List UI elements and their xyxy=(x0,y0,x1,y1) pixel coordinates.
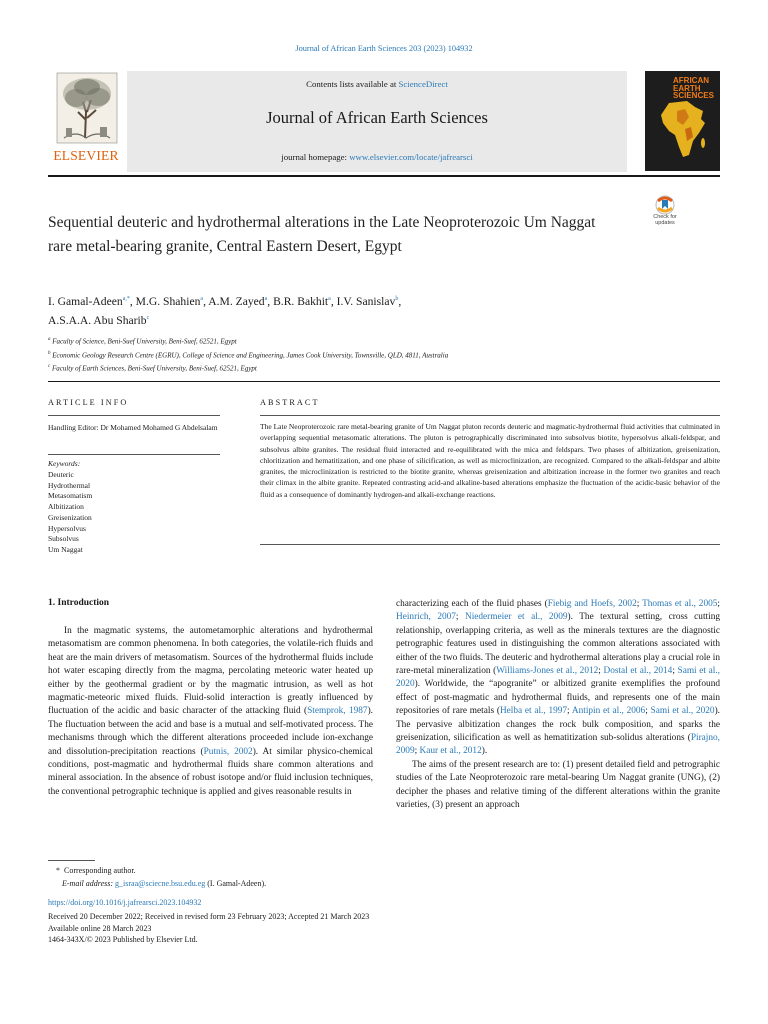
author-separator: , xyxy=(330,294,337,308)
contents-prefix: Contents lists available at xyxy=(306,79,399,89)
keywords-rule xyxy=(48,454,220,455)
body-text: ; xyxy=(645,706,651,717)
citation-link[interactable]: Kaur et al., 2012 xyxy=(419,746,482,757)
elsevier-wordmark: ELSEVIER xyxy=(53,148,119,163)
body-text: ; xyxy=(414,746,420,757)
body-text: characterizing each of the fluid phases ( xyxy=(396,599,548,609)
keywords-list xyxy=(48,470,92,556)
section-divider xyxy=(48,381,720,382)
body-text: ; xyxy=(717,599,720,609)
citation-link[interactable]: Antipin et al., 2006 xyxy=(571,706,646,717)
footnote-rule xyxy=(48,860,95,861)
affiliation-key: c xyxy=(48,364,51,370)
keyword: Metasomatism xyxy=(48,491,93,501)
keyword: Um Naggat xyxy=(48,544,83,554)
keyword: Subsolvus xyxy=(48,534,79,544)
keywords-label: Keywords: xyxy=(48,459,81,468)
affiliation-list xyxy=(48,334,738,375)
author-name[interactable]: I. Gamal-Adeen xyxy=(48,294,123,308)
affiliation xyxy=(48,348,738,362)
body-text: ). At similar physico-chemical conditions, post-magmatic and hydrothermal fluids share common alterations and mineral association. In the absence of robust isotope and/or fluid inclusion techniques, the conventional petrographic technique is applied and gives reasonable results in xyxy=(48,746,373,797)
author-affiliation-mark[interactable]: a xyxy=(264,296,268,302)
citation-link[interactable]: Williams-Jones et al., 2012 xyxy=(496,666,599,677)
author-affiliation-mark[interactable]: a xyxy=(328,296,331,302)
journal-citation-header[interactable]: Journal of African Earth Sciences 203 (2023) 104932 xyxy=(295,44,473,53)
publication-dates xyxy=(48,911,369,946)
body-text: ; xyxy=(636,599,643,609)
body-text: ). The textural setting, cross cutting relationship, overlapping criteria, as well as the minerals textures are the diagnostic petrographic features used in distinguishing the common alterations associated with either of the two fluids. The deuteric and hydrothermal alterations play a crucial role in rare-metal mineralization ( xyxy=(396,612,720,677)
citation-link[interactable]: Putnis, 2002 xyxy=(203,746,253,757)
section-heading-introduction: 1. Introduction xyxy=(48,598,110,608)
header-divider xyxy=(48,175,720,177)
introduction-paragraph: The aims of the present research are to: (1) present detailed field and petrographic studies of the Late Neoproterozoic rare metal-bearing Um Naggat granite (UNG), (2) decipher the phases and relative timing of the different alterations within the granite varieties, (3) present an approach xyxy=(396,759,720,811)
journal-title: Journal of African Earth Sciences xyxy=(266,108,488,127)
author-separator: , xyxy=(203,294,209,308)
check-label-line: updates xyxy=(655,219,675,226)
author-list xyxy=(48,291,588,329)
elsevier-logo[interactable] xyxy=(48,72,124,168)
citation-link[interactable]: Thomas et al., 2005 xyxy=(642,599,718,609)
check-for-updates-button[interactable] xyxy=(645,195,685,235)
citation-link[interactable]: Helba et al., 1997 xyxy=(499,706,568,717)
email-label: E-mail address: xyxy=(62,879,116,888)
body-text: ; xyxy=(567,706,572,717)
author-separator: , xyxy=(398,294,402,308)
body-text: In the magmatic systems, the autometamorphic alterations and hydrothermal metasomatism are common phenomena. In both categories, the volatile-rich fluids and heat are the main drivers of metasomatism. Sources of the hydrothermal fluids include hot water escaping directly from the magma, percolating meteoric water heated up either by the geothermal gradient or by the magmatic intrusion, as well as hot magmatic-meteoric mixed fluids. Fluid-solid interaction is greatly influenced by fluctuation of the acidic and basic character of the attacking fluid ( xyxy=(48,626,373,717)
author-separator: , xyxy=(129,294,136,308)
article-info-rule xyxy=(48,415,220,416)
journal-homepage-link[interactable]: www.elsevier.com/locate/jafrearsci xyxy=(349,152,473,162)
copyright: 1464-343X/© 2023 Published by Elsevier Ltd. xyxy=(48,935,198,944)
journal-homepage-line xyxy=(127,152,627,162)
cover-title-line: SCIENCES xyxy=(673,91,714,100)
body-text: ; xyxy=(598,666,604,677)
affiliation xyxy=(48,334,738,348)
author-affiliation-mark[interactable]: a xyxy=(200,296,204,302)
article-title: Sequential deuteric and hydrothermal alterations in the Late Neoproterozoic Um Naggat rare metal-bearing granite, Central Eastern Desert, Egypt xyxy=(48,214,596,255)
citation-link[interactable]: Pirajno, 2009 xyxy=(396,733,720,757)
introduction-left-column xyxy=(48,625,373,799)
check-for-updates-icon xyxy=(645,195,685,215)
author-affiliation-mark[interactable]: b xyxy=(395,296,399,302)
handling-editor: Handling Editor: Dr Mohamed Mohamed G Abdelsalam xyxy=(48,423,218,432)
citation-link[interactable]: Stemprok, 1987 xyxy=(307,706,368,717)
introduction-paragraph xyxy=(48,625,373,799)
introduction-right-column xyxy=(396,598,720,813)
check-for-updates-label xyxy=(645,215,685,226)
body-text: ). The fluctuation between the acid and base is a mutual and self-motivated process. The mechanisms through which the different alterations proceeded include ion-exchange and dissolution-precipitation reactions ( xyxy=(48,706,373,757)
homepage-label: journal homepage: xyxy=(281,152,350,162)
citation-link[interactable]: Dostal et al., 2014 xyxy=(603,666,673,677)
citation-link[interactable]: Sami et al., 2020 xyxy=(396,666,720,690)
keyword: Hypersolvus xyxy=(48,523,86,533)
author-name[interactable]: I.V. Sanislav xyxy=(336,294,396,308)
article-info-heading: ARTICLE INFO xyxy=(48,398,129,407)
body-text: ). The pervasive albitization changes the rock bulk composition, and sparks the greisenization, silicification as well as hematitization sub-solidus alterations ( xyxy=(396,706,720,744)
body-text: ). xyxy=(481,746,488,757)
check-label-line: Check for xyxy=(653,214,677,220)
sciencedirect-link[interactable]: ScienceDirect xyxy=(398,79,448,89)
corresponding-mark: * xyxy=(56,866,60,875)
citation-link[interactable]: Sami et al., 2020 xyxy=(650,706,715,717)
affiliation-text: Economic Geology Research Centre (EGRU), College of Science and Engineering, James Cook University, Townsville, QLD, 4811, Australia xyxy=(52,351,449,360)
keyword: Greisenization xyxy=(48,512,92,522)
email-link[interactable]: g_israa@sciecne.bsu.edu.eg xyxy=(115,879,206,888)
author-separator: , xyxy=(267,294,274,308)
abstract-bottom-rule xyxy=(260,544,720,545)
author-name[interactable]: A.M. Zayed xyxy=(208,294,265,308)
citation-link[interactable]: Heinrich, 2007 xyxy=(396,612,456,623)
body-text: ). Worldwide, the “apogranite” or albitized granite exemplifies the profound effect of post-magmatic and hydrothermal fluids, and represents one of the main repositories of rare metals ( xyxy=(396,679,720,717)
corresponding-author-note xyxy=(56,865,136,877)
author-affiliation-mark[interactable]: c xyxy=(146,314,150,321)
corresponding-text: Corresponding author. xyxy=(64,866,136,875)
keyword: Albitization xyxy=(48,502,84,512)
email-suffix: (I. Gamal-Adeen). xyxy=(205,879,267,888)
abstract-heading: ABSTRACT xyxy=(260,398,320,407)
email-note xyxy=(62,878,266,890)
affiliation-key: b xyxy=(48,350,51,356)
cover-title-line: EARTH xyxy=(673,83,701,93)
elsevier-tree-logo xyxy=(56,72,118,144)
affiliation xyxy=(48,361,738,375)
doi-link[interactable]: https://doi.org/10.1016/j.jafrearsci.2023.104932 xyxy=(48,898,202,907)
africa-map-graphic xyxy=(655,97,711,161)
affiliation-key: a xyxy=(48,337,51,342)
contents-available-line xyxy=(127,79,627,89)
received-dates: Received 20 December 2022; Received in revised form 23 February 2023; Accepted 21 March 2023 xyxy=(48,912,370,921)
affiliation-text: Faculty of Science, Beni-Suef University, Beni-Suef, 62521, Egypt xyxy=(52,337,237,346)
keyword: Hydrothermal xyxy=(48,480,91,490)
author-affiliation-mark[interactable]: a,* xyxy=(122,296,130,302)
abstract-text: The Late Neoproterozoic rare metal-bearing granite of Um Naggat pluton records deuteric and magmatic-hydrothermal fluid activities that culminated in overlapping sequential metasomatic alterations. The pluton is petrographically discriminated into subsolvus biotite, hypersolvus alkali-feldspar, and subsolvus albite granites. The residual fluid interacted and re-equilibrated with the mica and feldspars. Two phases of albitization, greisenization, chloritization and hematitization, and one phase of silicification, as well as microclinization, are recognized. Compared to the alkali-feldspar and albite granites, the microclinization is restricted to the biotite granite, whereas greisenization and albitization increase in the former two granites and reach their climax in the albite granite. Repeated contrasting acid-and alkaline-based alterations emphasize the fluctuation of the acidic-basic behavior of the fluid as a consequence of dominantly hydrogen-and alkali-exchange reactions. xyxy=(260,422,720,499)
journal-cover-image[interactable] xyxy=(645,71,720,171)
introduction-paragraph xyxy=(396,598,720,759)
citation-link[interactable]: Fiebig and Hoefs, 2002 xyxy=(547,599,637,609)
affiliation-text: Faculty of Earth Sciences, Beni-Suef University, Beni-Suef, 62521, Egypt xyxy=(51,364,257,373)
body-text: ; xyxy=(455,612,465,623)
available-online: Available online 28 March 2023 xyxy=(48,923,152,933)
author-name[interactable]: A.S.A.A. Abu Sharib xyxy=(48,313,147,327)
citation-link[interactable]: Niedermeier et al., 2009 xyxy=(464,612,568,623)
abstract-rule xyxy=(260,415,720,416)
keyword: Deuteric xyxy=(48,470,74,479)
author-name[interactable]: B.R. Bakhit xyxy=(273,294,329,308)
body-text: ; xyxy=(672,666,678,677)
cover-title-line: AFRICAN xyxy=(673,76,709,85)
author-name[interactable]: M.G. Shahien xyxy=(135,294,201,308)
